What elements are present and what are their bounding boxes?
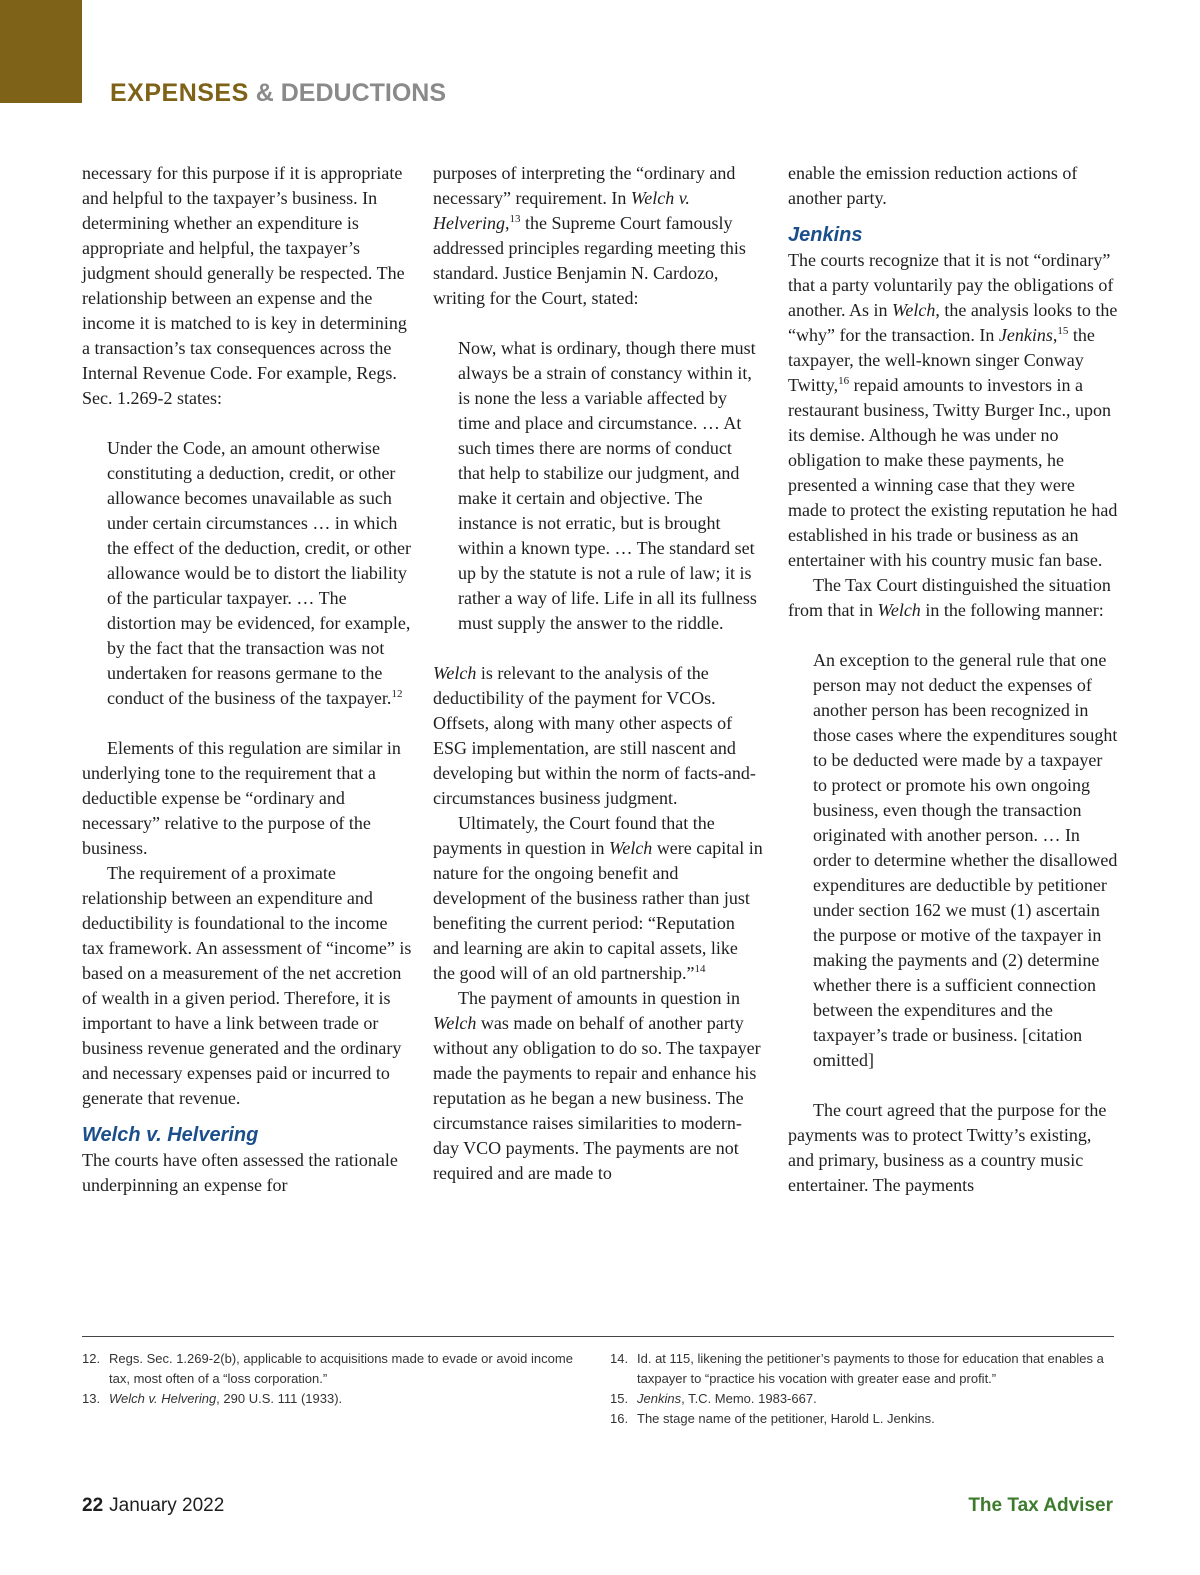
- block-quote: [82, 436, 412, 711]
- paragraph: [788, 248, 1118, 573]
- paragraph: [433, 986, 763, 1186]
- page-footer: [82, 1494, 224, 1518]
- paragraph: Elements of this regulation are similar in underlying tone to the requirement that a deductible expense be “ordinary and necessary” relative to the purpose of the business.: [82, 738, 401, 858]
- column-1: [82, 161, 412, 1198]
- case-name: Welch: [877, 600, 921, 620]
- corner-accent-block: [0, 0, 82, 103]
- footnote-ref: 13: [509, 213, 521, 225]
- footnote-14: [610, 1349, 1110, 1389]
- text-run: in the following manner:: [920, 600, 1104, 620]
- text-run: the taxpayer, the well-known singer Conway Twitty,: [788, 325, 1095, 395]
- text-run: repaid amounts to investors in a restaurant business, Twitty Burger Inc., upon its demise. Although he was under no obligation to make these payments, he presented a winning case that they were made to protect the existing reputation he had established in his trade or business as an entertainer with his country music fan base.: [788, 375, 1118, 570]
- text-run: The Tax Court distinguished the situation from that in: [788, 575, 1111, 620]
- column-2: [433, 161, 763, 1186]
- footnote-13: [82, 1389, 582, 1409]
- text-run: The payment of amounts in question in: [458, 988, 740, 1008]
- text-run: , T.C. Memo. 1983-667.: [681, 1391, 817, 1406]
- subheading-welch: Welch v. Helvering: [82, 1124, 259, 1146]
- footnotes-right: [610, 1349, 1110, 1429]
- paragraph: The courts have often assessed the rationale underpinning an expense for: [82, 1150, 398, 1195]
- comma: ,: [1052, 325, 1058, 345]
- footnote-16: [610, 1409, 1110, 1429]
- page-number: 22: [82, 1495, 104, 1516]
- block-quote: Now, what is ordinary, though there must always be a strain of constancy within it, is none the less a variable affected by time and place and circumstance. … At such times there are norms of conduct that help to stabilize our judgment, and make it certain and objective. The instance is not erratic, but is brought within a known type. … The standard set up by the statute is not a rule of law; it is rather a way of life. Life in all its fullness must supply the answer to the riddle.: [458, 338, 757, 633]
- comma: ,: [504, 213, 510, 233]
- footnotes-left: [82, 1349, 582, 1409]
- case-name: Welch: [433, 663, 477, 683]
- text-run: purposes of interpreting the “ordinary and necessary” requirement. In: [433, 163, 736, 208]
- paragraph: The court agreed that the purpose for the payments was to protect Twitty’s existing, and primary, business as a country music entertainer. The payments: [788, 1100, 1107, 1195]
- text-run: the Supreme Court famously addressed principles regarding meeting this standard. Justice Benjamin N. Cardozo, writing for the Court, stated:: [433, 213, 746, 308]
- footnote-15: [610, 1389, 1110, 1409]
- footnote-text: [109, 1389, 582, 1409]
- block-quote-text: Under the Code, an amount otherwise constituting a deduction, credit, or other allowance becomes unavailable as such under certain circumstances … in which the effect of the deduction, credit, or other allowance would be to distort the liability of the particular taxpayer. … The distortion may be evidenced, for example, by the fact that the transaction was not undertaken for reasons germane to the conduct of the business of the taxpayer.: [107, 438, 412, 708]
- paragraph: [433, 661, 763, 811]
- case-name: Welch: [892, 300, 936, 320]
- section-header-light: & DEDUCTIONS: [255, 79, 447, 107]
- text-run: is relevant to the analysis of the deductibility of the payment for VCOs. Offsets, along with many other aspects of ESG implementation, are still nascent and developing but within the norm of facts-and-circumstances business judgment.: [433, 663, 756, 808]
- text-run: , the analysis looks to the “why” for the transaction. In: [788, 300, 1118, 345]
- footnote-number: 16.: [610, 1411, 629, 1426]
- footnote-text: [637, 1389, 1110, 1409]
- footnote-ref: 14: [694, 963, 706, 975]
- paragraph: [788, 573, 1118, 623]
- subheading-jenkins: Jenkins: [788, 224, 863, 246]
- footnote-ref: 15: [1057, 325, 1069, 337]
- paragraph: [433, 161, 763, 311]
- publication-name: The Tax Adviser: [968, 1495, 1113, 1516]
- footnote-text: The stage name of the petitioner, Harold L. Jenkins.: [637, 1411, 935, 1426]
- text-run: were capital in nature for the ongoing benefit and development of the business rather than just benefiting the current period: “Reputation and learning are akin to capital assets, like the good will of an old partnership.”: [433, 838, 763, 983]
- case-name: Welch v. Helvering: [109, 1391, 217, 1406]
- case-name: Welch v. Helvering: [433, 188, 690, 233]
- footnote-number: 15.: [610, 1391, 629, 1406]
- footnote-number: 13.: [82, 1391, 101, 1406]
- column-3: [788, 161, 1118, 1198]
- case-name: Jenkins: [637, 1391, 682, 1406]
- paragraph: enable the emission reduction actions of another party.: [788, 163, 1078, 208]
- footnote-12: [82, 1349, 582, 1389]
- case-name: Welch: [608, 838, 653, 858]
- text-run: The courts recognize that it is not “ordinary” that a party voluntarily pay the obligations of another. As in: [788, 250, 1114, 320]
- footnote-text: Regs. Sec. 1.269-2(b), applicable to acquisitions made to evade or avoid income tax, most often of a “loss corporation.”: [109, 1351, 573, 1386]
- footnote-ref: 16: [838, 375, 850, 387]
- paragraph: The requirement of a proximate relationship between an expenditure and deductibility is foundational to the income tax framework. An assessment of “income” is based on a measurement of the net accretion of wealth in a given period. Therefore, it is important to have a link between trade or business revenue generated and the ordinary and necessary expenses paid or incurred to generate that revenue.: [82, 863, 412, 1108]
- section-header-strong: EXPENSES: [110, 79, 249, 107]
- case-name: Jenkins: [998, 325, 1053, 345]
- text-run: was made on behalf of another party without any obligation to do so. The taxpayer made the payments to repair and enhance his reputation as he began a new business. The circumstance raises similarities to modern-day VCO payments. The payments are not required and are made to: [433, 1013, 761, 1183]
- footnote-number: 12.: [82, 1351, 101, 1366]
- issue-date: January 2022: [109, 1495, 225, 1516]
- footnote-text: Id. at 115, likening the petitioner’s payments to those for education that enables a taxpayer to “practice his vocation with greater ease and profit.”: [637, 1351, 1104, 1386]
- paragraph: [433, 811, 763, 986]
- footnote-number: 14.: [610, 1351, 629, 1366]
- text-run: , 290 U.S. 111 (1933).: [216, 1391, 343, 1406]
- footnote-ref: 12: [391, 688, 403, 700]
- block-quote: An exception to the general rule that one person may not deduct the expenses of another person has been recognized in those cases where the expenditures sought to be deducted were made by a taxpayer to protect or promote his own ongoing business, even though the transaction originated with another person. … In order to determine whether the disallowed expenditures are deductible by petitioner under section 162 we must (1) ascertain the purpose or motive of the taxpayer in making the payments and (2) determine whether there is a sufficient connection between the expenditures and the taxpayer’s trade or business. [citation omitted]: [813, 650, 1118, 1070]
- section-header: [110, 78, 446, 108]
- paragraph: necessary for this purpose if it is appropriate and helpful to the taxpayer’s business. In determining whether an expenditure is appropriate and helpful, the taxpayer’s judgment should generally be respected. The relationship between an expense and the income it is matched to is key in determining a transaction’s tax consequences across the Internal Revenue Code. For example, Regs. Sec. 1.269-2 states:: [82, 163, 407, 408]
- case-name: Welch: [433, 1013, 477, 1033]
- footnote-divider: [82, 1336, 1114, 1337]
- text-run: Ultimately, the Court found that the payments in question in: [433, 813, 715, 858]
